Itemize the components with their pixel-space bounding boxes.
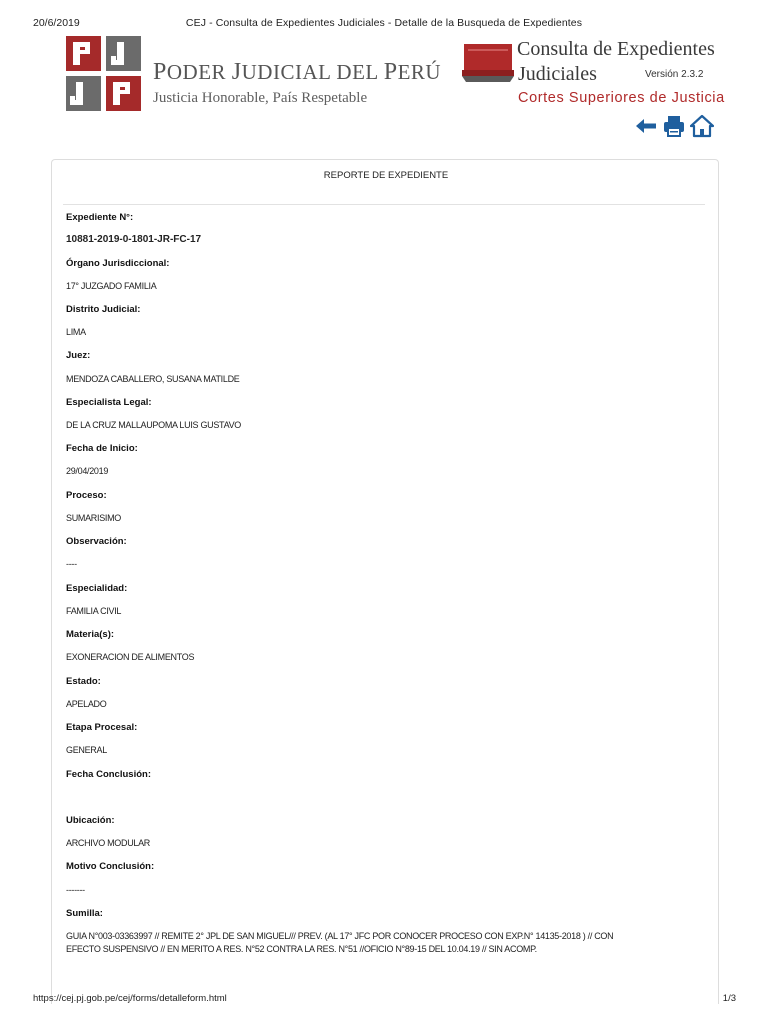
field-value-etapa: GENERAL [66, 745, 107, 755]
print-icon[interactable] [662, 114, 686, 138]
field-label-ubicacion: Ubicación: [66, 815, 115, 826]
field-label-especialidad: Especialidad: [66, 583, 128, 594]
app-title-line1: Consulta de Expedientes [517, 38, 715, 60]
field-value-organo: 17° JUZGADO FAMILIA [66, 281, 157, 291]
field-value-ubicacion: ARCHIVO MODULAR [66, 838, 151, 848]
field-value-proceso: SUMARISIMO [66, 513, 122, 523]
report-title: REPORTE DE EXPEDIENTE [323, 170, 449, 181]
app-subtitle: Cortes Superiores de Justicia [518, 90, 725, 106]
field-value-especialidad: FAMILIA CIVIL [66, 606, 122, 616]
field-value-fecha-inicio: 29/04/2019 [66, 466, 109, 476]
divider [63, 204, 705, 205]
field-label-motivo-conclusion: Motivo Conclusión: [66, 861, 155, 872]
app-version: Versión 2.3.2 [645, 69, 704, 80]
field-label-especialista: Especialista Legal: [66, 397, 152, 408]
field-label-expediente: Expediente N°: [66, 212, 134, 223]
print-date: 20/6/2019 [33, 17, 80, 29]
print-page-number: 1/3 [722, 993, 736, 1004]
app-title-line2: Judiciales [518, 63, 597, 85]
cej-book-logo [460, 40, 516, 84]
field-label-etapa: Etapa Procesal: [66, 722, 138, 733]
field-label-materias: Materia(s): [66, 629, 115, 640]
field-value-motivo-conclusion: ------- [66, 885, 85, 895]
institution-name: PODER JUDICIAL DEL PERÚ [153, 59, 442, 85]
field-label-fecha-inicio: Fecha de Inicio: [66, 443, 138, 454]
print-header [0, 0, 768, 36]
back-arrow-icon[interactable] [634, 114, 658, 138]
field-value-observacion: ---- [66, 559, 77, 569]
field-value-juez: MENDOZA CABALLERO, SUSANA MATILDE [66, 374, 240, 384]
field-value-especialista: DE LA CRUZ MALLAUPOMA LUIS GUSTAVO [66, 420, 242, 430]
field-value-sumilla: GUIA N°003-03363997 // REMITE 2° JPL DE SAN MIGUEL/// PREV. (AL 17° JFC POR CONOCER PROCESO CON EXP.N° 14135-2018 ) // CON EFECTO SUSPENSIVO // EN MERITO A RES. N°52 CONTRA LA RES. N°51 //OFICIO N°89-15 DEL 10.04.19 // SIN ACOMP. [66, 931, 614, 954]
field-label-organo: Órgano Jurisdiccional: [66, 258, 170, 269]
field-label-sumilla: Sumilla: [66, 908, 103, 919]
print-url: https://cej.pj.gob.pe/cej/forms/detalleform.html [33, 993, 227, 1004]
poder-judicial-logo [66, 36, 142, 112]
report-panel [51, 159, 719, 1004]
field-value-distrito: LIMA [66, 327, 86, 337]
field-label-distrito: Distrito Judicial: [66, 304, 141, 315]
field-value-materias: EXONERACION DE ALIMENTOS [66, 652, 195, 662]
nav-icons [634, 114, 716, 138]
field-value-estado: APELADO [66, 699, 107, 709]
field-label-proceso: Proceso: [66, 490, 107, 501]
field-label-estado: Estado: [66, 676, 101, 687]
field-label-fecha-conclusion: Fecha Conclusión: [66, 769, 151, 780]
institution-tagline: Justicia Honorable, País Respetable [153, 90, 368, 106]
field-label-juez: Juez: [66, 350, 91, 361]
field-value-expediente: 10881-2019-0-1801-JR-FC-17 [66, 234, 202, 245]
print-page-title: CEJ - Consulta de Expedientes Judiciales - Detalle de la Busqueda de Expedientes [185, 17, 583, 29]
field-label-observacion: Observación: [66, 536, 127, 547]
home-icon[interactable] [690, 114, 714, 138]
